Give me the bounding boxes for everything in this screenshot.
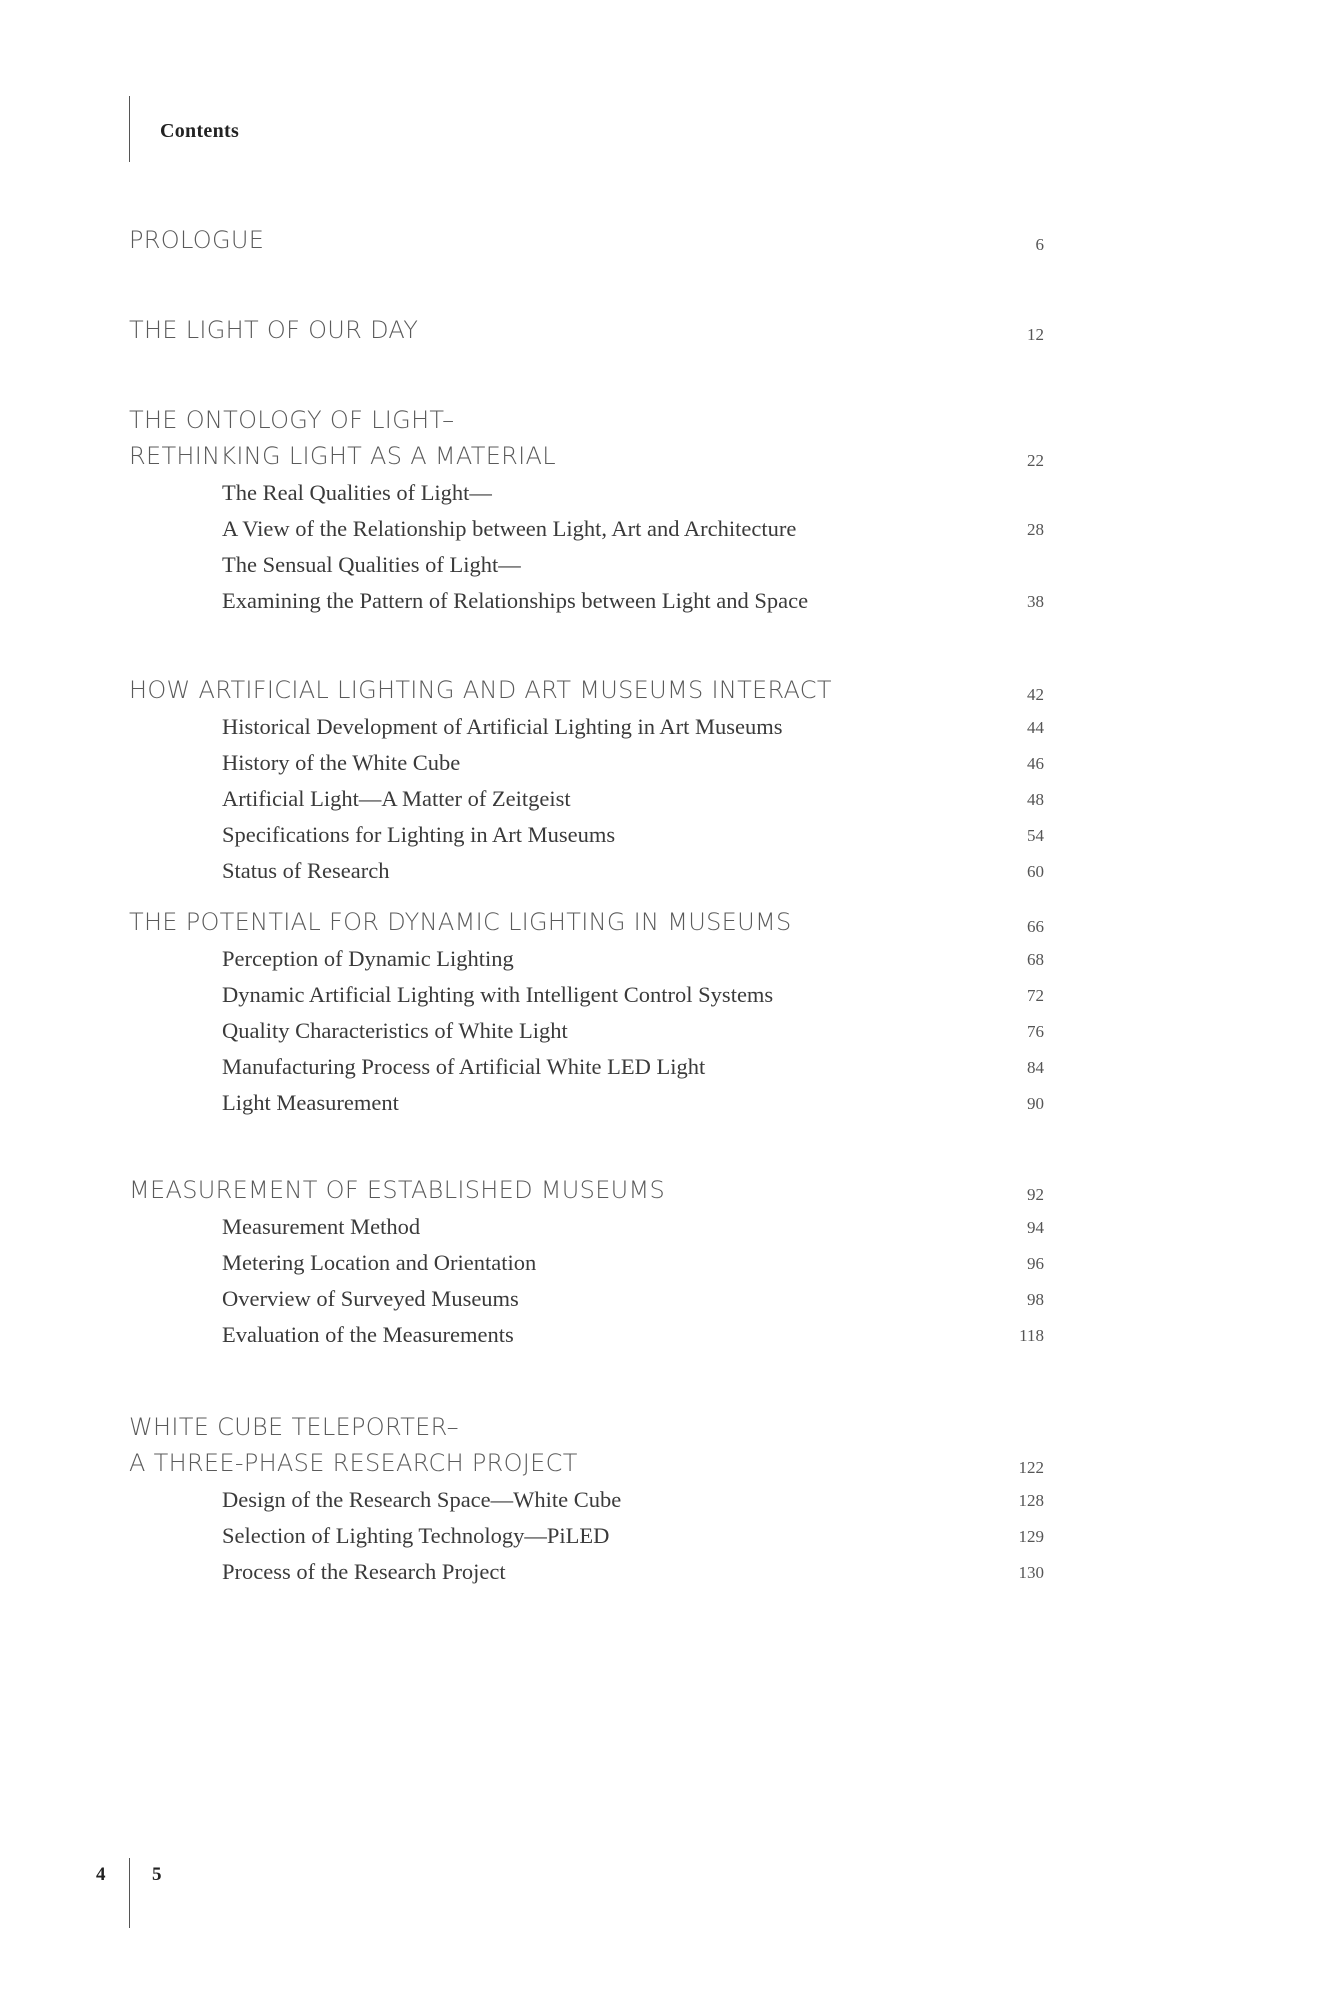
toc-entry-title: MEASUREMENT OF ESTABLISHED MUSEUMS bbox=[129, 1176, 666, 1204]
toc-entry-title: Perception of Dynamic Lighting bbox=[222, 946, 514, 971]
toc-page-number: 66 bbox=[1027, 917, 1044, 936]
toc-subsection-entry[interactable] bbox=[129, 856, 1044, 892]
toc-section bbox=[129, 676, 1044, 892]
toc-subsection-entry[interactable] bbox=[129, 980, 1044, 1016]
toc-page-number: 76 bbox=[1027, 1022, 1044, 1041]
toc-chapter-entry[interactable] bbox=[129, 316, 1044, 352]
toc-entry-title: Evaluation of the Measurements bbox=[222, 1322, 514, 1347]
toc-entry-title: Metering Location and Orientation bbox=[222, 1250, 537, 1275]
toc-page-number: 46 bbox=[1027, 754, 1044, 773]
toc-section bbox=[129, 406, 1044, 622]
toc-entry-title: Selection of Lighting Technology—PiLED bbox=[222, 1523, 610, 1548]
toc-subsection-entry[interactable] bbox=[129, 784, 1044, 820]
toc-entry-title: Quality Characteristics of White Light bbox=[222, 1018, 568, 1043]
toc-entry-title: The Real Qualities of Light— bbox=[222, 480, 492, 505]
toc-subsection-entry[interactable] bbox=[129, 712, 1044, 748]
toc-page-number: 90 bbox=[1027, 1094, 1044, 1113]
toc-subsection-entry[interactable] bbox=[129, 514, 1044, 550]
toc-page-number: 128 bbox=[1018, 1491, 1044, 1510]
toc-entry-title: Measurement Method bbox=[222, 1214, 421, 1239]
toc-chapter-entry[interactable] bbox=[129, 676, 1044, 712]
toc-page-number: 6 bbox=[1035, 235, 1044, 254]
toc-page-number: 22 bbox=[1027, 451, 1044, 470]
toc-chapter-entry[interactable] bbox=[129, 1176, 1044, 1212]
toc-entry-title: Light Measurement bbox=[222, 1090, 399, 1115]
toc-page-number: 98 bbox=[1027, 1290, 1044, 1309]
toc-chapter-entry[interactable] bbox=[129, 442, 1044, 478]
toc-subsection-entry[interactable] bbox=[129, 1088, 1044, 1124]
toc-entry-title: History of the White Cube bbox=[222, 750, 461, 775]
toc-page-number: 12 bbox=[1027, 325, 1044, 344]
folio-rule bbox=[129, 1858, 130, 1928]
toc-entry-title: HOW ARTIFICIAL LIGHTING AND ART MUSEUMS INTERACT bbox=[129, 676, 832, 704]
toc-entry-title: A THREE-PHASE RESEARCH PROJECT bbox=[129, 1449, 578, 1477]
toc-section bbox=[129, 316, 1044, 352]
page-number-right: 5 bbox=[152, 1864, 162, 1885]
toc-chapter-entry[interactable] bbox=[129, 406, 1044, 442]
toc-entry-title: Design of the Research Space—White Cube bbox=[222, 1487, 622, 1512]
toc-subsection-entry[interactable] bbox=[129, 1557, 1044, 1593]
toc-subsection-entry[interactable] bbox=[129, 748, 1044, 784]
toc-page-number: 42 bbox=[1027, 685, 1044, 704]
toc-chapter-entry[interactable] bbox=[129, 1413, 1044, 1449]
toc-subsection-entry[interactable] bbox=[129, 478, 1044, 514]
toc-entry-title: WHITE CUBE TELEPORTER– bbox=[129, 1413, 459, 1441]
toc-subsection-entry[interactable] bbox=[129, 1212, 1044, 1248]
toc-section bbox=[129, 1413, 1044, 1593]
toc-page-number: 129 bbox=[1018, 1527, 1044, 1546]
toc-page-number: 94 bbox=[1027, 1218, 1044, 1237]
toc-entry-title: PROLOGUE bbox=[129, 226, 265, 254]
toc-entry-title: RETHINKING LIGHT AS A MATERIAL bbox=[129, 442, 556, 470]
page-title: Contents bbox=[160, 120, 240, 142]
toc-page-number: 28 bbox=[1027, 520, 1044, 539]
toc-section bbox=[129, 226, 1044, 262]
toc-entry-title: THE POTENTIAL FOR DYNAMIC LIGHTING IN MUSEUMS bbox=[129, 908, 792, 936]
toc-subsection-entry[interactable] bbox=[129, 1248, 1044, 1284]
toc-page-number: 96 bbox=[1027, 1254, 1044, 1273]
toc-entry-title: Process of the Research Project bbox=[222, 1559, 506, 1584]
toc-subsection-entry[interactable] bbox=[129, 1320, 1044, 1356]
toc-page-number: 130 bbox=[1018, 1563, 1044, 1582]
toc-entry-title: Dynamic Artificial Lighting with Intelligent Control Systems bbox=[222, 982, 774, 1007]
toc-page-number: 118 bbox=[1019, 1326, 1044, 1345]
page-number-left: 4 bbox=[96, 1864, 106, 1885]
toc-chapter-entry[interactable] bbox=[129, 1449, 1044, 1485]
toc-page-number: 44 bbox=[1027, 718, 1044, 737]
toc-entry-title: Manufacturing Process of Artificial White LED Light bbox=[222, 1054, 706, 1079]
toc-entry-title: Specifications for Lighting in Art Museums bbox=[222, 822, 616, 847]
toc-entry-title: A View of the Relationship between Light, Art and Architecture bbox=[222, 516, 797, 541]
toc-subsection-entry[interactable] bbox=[129, 550, 1044, 586]
toc-page-number: 54 bbox=[1027, 826, 1044, 845]
toc-page-number: 72 bbox=[1027, 986, 1044, 1005]
toc-page-number: 38 bbox=[1027, 592, 1044, 611]
toc-entry-title: The Sensual Qualities of Light— bbox=[222, 552, 521, 577]
toc-subsection-entry[interactable] bbox=[129, 1016, 1044, 1052]
toc-page-number: 84 bbox=[1027, 1058, 1044, 1077]
toc-subsection-entry[interactable] bbox=[129, 586, 1044, 622]
toc-subsection-entry[interactable] bbox=[129, 1052, 1044, 1088]
toc-page-number: 68 bbox=[1027, 950, 1044, 969]
toc-page-number: 60 bbox=[1027, 862, 1044, 881]
toc-page-number: 122 bbox=[1018, 1458, 1044, 1477]
toc-section bbox=[129, 1176, 1044, 1356]
toc-entry-title: THE ONTOLOGY OF LIGHT– bbox=[129, 406, 455, 434]
toc-subsection-entry[interactable] bbox=[129, 1485, 1044, 1521]
toc-chapter-entry[interactable] bbox=[129, 908, 1044, 944]
toc-section bbox=[129, 908, 1044, 1124]
toc-subsection-entry[interactable] bbox=[129, 1284, 1044, 1320]
toc-entry-title: Overview of Surveyed Museums bbox=[222, 1286, 519, 1311]
toc-entry-title: Status of Research bbox=[222, 858, 390, 883]
toc-subsection-entry[interactable] bbox=[129, 820, 1044, 856]
toc-page-number: 92 bbox=[1027, 1185, 1044, 1204]
toc-entry-title: Historical Development of Artificial Lighting in Art Museums bbox=[222, 714, 783, 739]
toc-entry-title: THE LIGHT OF OUR DAY bbox=[129, 316, 419, 344]
toc-subsection-entry[interactable] bbox=[129, 1521, 1044, 1557]
header-rule bbox=[129, 96, 130, 162]
toc-chapter-entry[interactable] bbox=[129, 226, 1044, 262]
toc-entry-title: Artificial Light—A Matter of Zeitgeist bbox=[222, 786, 571, 811]
toc-subsection-entry[interactable] bbox=[129, 944, 1044, 980]
toc-page-number: 48 bbox=[1027, 790, 1044, 809]
toc-entry-title: Examining the Pattern of Relationships between Light and Space bbox=[222, 588, 809, 613]
